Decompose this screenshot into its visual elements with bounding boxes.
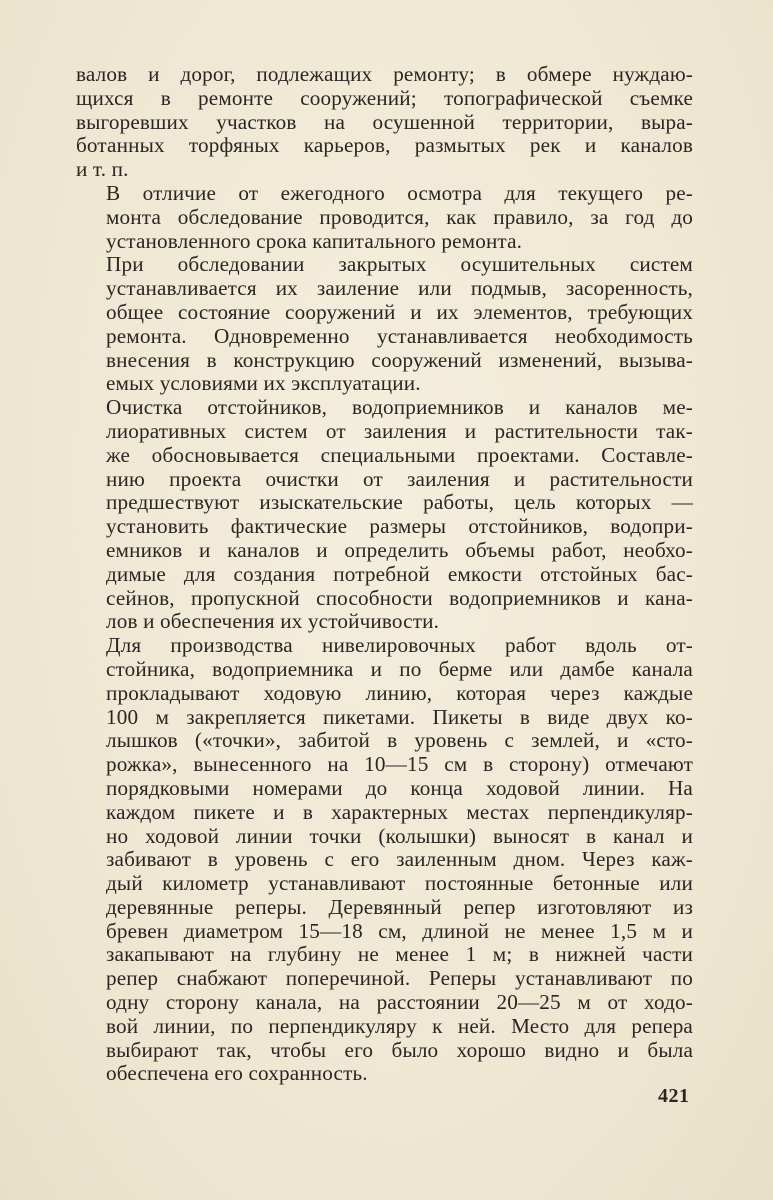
text-line: стойника, водоприемника и по берме или дамбе канала xyxy=(106,656,693,681)
text-line: выбирают так, чтобы его было хорошо видно и была xyxy=(106,1037,693,1062)
text-line: Для производства нивелировочных работ вдоль от- xyxy=(106,633,693,658)
paragraph xyxy=(76,63,693,182)
text-line: димые для создания потребной емкости отстойных бас- xyxy=(106,561,693,586)
text-line: устанавливается их заиление или подмыв, засоренность, xyxy=(106,276,693,301)
text-line: предшествуют изыскательские работы, цель которых — xyxy=(106,490,693,515)
text-line: прокладывают ходовую линию, которая через каждые xyxy=(106,680,693,705)
text-line: обеспечена его сохранность. xyxy=(106,1061,368,1086)
text-line: внесения в конструкцию сооружений изменений, вызыва- xyxy=(106,347,693,372)
paragraph xyxy=(76,253,693,396)
text-line: щихся в ремонте сооружений; топографической съемке xyxy=(76,85,693,110)
text-line: установленного срока капитального ремонта. xyxy=(106,228,523,253)
text-line: Очистка отстойников, водоприемников и каналов ме- xyxy=(106,395,693,420)
page-number: 421 xyxy=(658,1085,690,1107)
text-line: нию проекта очистки от заиления и растительности xyxy=(106,466,693,491)
text-line: выгоревших участков на осушенной территории, выра- xyxy=(76,109,693,134)
text-line: емых условиями их эксплуатации. xyxy=(106,371,421,396)
text-line: одну сторону канала, на расстоянии 20—25 м от ходо- xyxy=(106,990,693,1015)
paragraph xyxy=(76,634,693,1086)
paragraph xyxy=(76,396,693,634)
text-line: дый километр устанавливают постоянные бетонные или xyxy=(106,871,693,896)
text-line: емников и каналов и определить объемы работ, необхо- xyxy=(106,537,693,562)
text-line: вой линии, по перпендикуляру к ней. Место для репера xyxy=(106,1013,693,1038)
text-line: ботанных торфяных карьеров, размытых рек и каналов xyxy=(76,133,693,158)
text-line: каждом пикете и в характерных местах перпендикуляр- xyxy=(106,799,693,824)
text-line: забивают в уровень с его заиленным дном. Через каж- xyxy=(106,847,693,872)
paragraph xyxy=(76,182,693,253)
text-line: бревен диаметром 15—18 см, длиной не менее 1,5 м и xyxy=(106,918,693,943)
text-line: 100 м закрепляется пикетами. Пикеты в виде двух ко- xyxy=(106,704,693,729)
text-line: но ходовой линии точки (колышки) выносят в канал и xyxy=(106,823,693,848)
text-line: монта обследование проводится, как правило, за год до xyxy=(106,204,693,229)
body-text xyxy=(76,63,693,1086)
text-line: же обосновывается специальными проектами. Составле- xyxy=(106,442,693,467)
text-line: рожка», вынесенного на 10—15 см в сторону) отмечают xyxy=(106,752,693,777)
text-line: валов и дорог, подлежащих ремонту; в обмере нуждаю- xyxy=(76,62,693,86)
text-line: ремонта. Одновременно устанавливается необходимость xyxy=(106,323,693,348)
text-line: сейнов, пропускной способности водоприемников и кана- xyxy=(106,585,693,610)
text-line: порядковыми номерами до конца ходовой линии. На xyxy=(106,775,693,800)
text-line: деревянные реперы. Деревянный репер изготовляют из xyxy=(106,894,693,919)
text-line: закапывают на глубину не менее 1 м; в нижней части xyxy=(106,942,693,967)
text-line: лов и обеспечения их устойчивости. xyxy=(106,609,440,634)
text-line: общее состояние сооружений и их элементов, требующих xyxy=(106,299,693,324)
text-line: При обследовании закрытых осушительных систем xyxy=(106,252,693,277)
text-line: репер снабжают поперечиной. Реперы устанавливают по xyxy=(106,966,693,991)
text-line: лышков («точки», забитой в уровень с землей, и «сто- xyxy=(106,728,693,753)
text-line: В отличие от ежегодного осмотра для текущего ре- xyxy=(106,180,693,205)
text-line: установить фактические размеры отстойников, водопри- xyxy=(106,514,693,539)
text-line: и т. п. xyxy=(76,157,129,182)
text-line: лиоративных систем от заиления и растительности так- xyxy=(106,418,693,443)
